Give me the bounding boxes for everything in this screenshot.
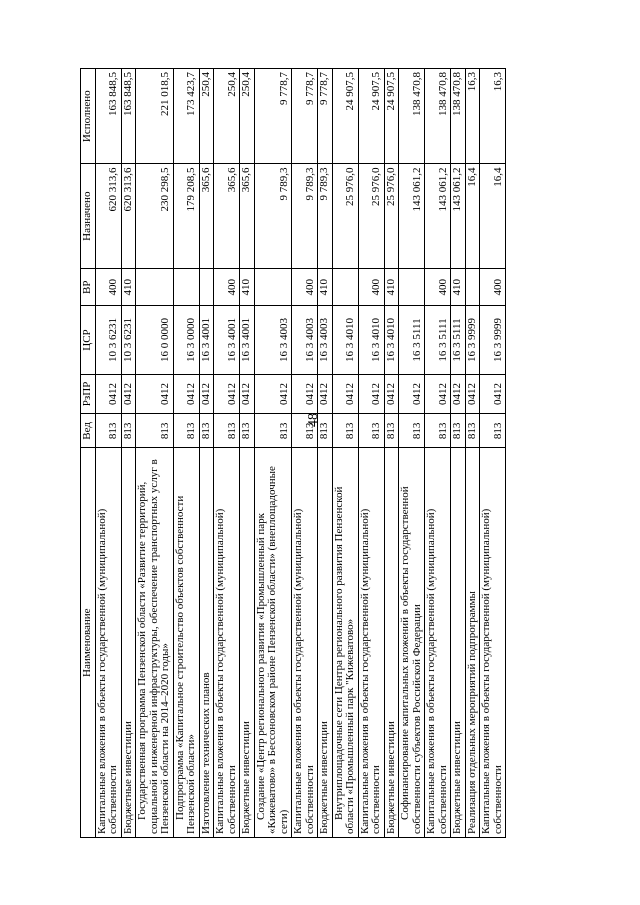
row-ispolneno: 163 848,5 [95, 69, 121, 164]
row-name: Капитальные вложения в объекты государственной (муниципальной) собственности [292, 448, 318, 838]
row-vr: 410 [240, 268, 255, 305]
row-ved: 813 [214, 414, 240, 448]
row-csr: 16 3 4010 [384, 306, 399, 374]
row-rzpr: 0412 [465, 374, 480, 414]
row-ispolneno: 24 907,5 [384, 69, 399, 164]
table-row [95, 69, 121, 838]
table-row [240, 69, 255, 838]
row-ispolneno: 9 778,7 [292, 69, 318, 164]
row-rzpr: 0412 [173, 374, 199, 414]
header-rzpr: РзПР [81, 374, 96, 414]
row-ved: 813 [384, 414, 399, 448]
row-csr: 16 3 4001 [199, 306, 214, 374]
row-ved: 813 [121, 414, 136, 448]
row-naznacheno: 365,6 [240, 164, 255, 269]
row-rzpr: 0412 [121, 374, 136, 414]
row-rzpr: 0412 [384, 374, 399, 414]
row-name: Капитальные вложения в объекты государственной (муниципальной) собственности [214, 448, 240, 838]
table-row [358, 69, 384, 838]
row-ispolneno: 250,4 [240, 69, 255, 164]
row-ved: 813 [318, 414, 333, 448]
table-row [384, 69, 399, 838]
row-csr: 16 3 5111 [399, 306, 425, 374]
row-ispolneno: 24 907,5 [358, 69, 384, 164]
page-number: 48 [306, 413, 321, 427]
row-csr: 16 3 4010 [332, 306, 358, 374]
header-name: Наименование [81, 448, 96, 838]
row-ispolneno: 9 778,7 [318, 69, 333, 164]
row-name: Софинансирование капитальных вложений в объекты государственной собственности субъектов Российской Федерации [399, 448, 425, 838]
row-name: Бюджетные инвестиции [121, 448, 136, 838]
header-csr: ЦСР [81, 306, 96, 374]
row-vr: 400 [358, 268, 384, 305]
row-csr: 16 3 5111 [451, 306, 466, 374]
row-name: Реализация отдельных мероприятий подпрограммы [465, 448, 480, 838]
table-row [465, 69, 480, 838]
table-row [332, 69, 358, 838]
row-csr: 10 3 6231 [95, 306, 121, 374]
row-vr: 400 [292, 268, 318, 305]
row-name: Капитальные вложения в объекты государственной (муниципальной) собственности [358, 448, 384, 838]
row-vr: 410 [384, 268, 399, 305]
row-vr [465, 268, 480, 305]
row-naznacheno: 365,6 [214, 164, 240, 269]
row-csr: 16 3 4003 [254, 306, 292, 374]
row-vr: 410 [451, 268, 466, 305]
row-ispolneno: 24 907,5 [332, 69, 358, 164]
row-naznacheno: 365,6 [199, 164, 214, 269]
row-csr: 16 3 9999 [480, 306, 506, 374]
row-name: Создание «Центр регионального развития «Промышленный парк «Кижеватово» в Бессоновском районе Пензенской области» (внеплощадочные сети) [254, 448, 292, 838]
row-ispolneno: 138 470,8 [425, 69, 451, 164]
row-ved: 813 [480, 414, 506, 448]
row-ispolneno: 9 778,7 [254, 69, 292, 164]
row-naznacheno: 620 313,6 [121, 164, 136, 269]
row-vr [173, 268, 199, 305]
row-csr: 16 3 4001 [240, 306, 255, 374]
row-vr: 400 [214, 268, 240, 305]
row-name: Капитальные вложения в объекты государственной (муниципальной) собственности [95, 448, 121, 838]
table-row [121, 69, 136, 838]
table-row [254, 69, 292, 838]
row-ispolneno: 221 018,5 [136, 69, 174, 164]
row-ispolneno: 163 848,5 [121, 69, 136, 164]
row-naznacheno: 25 976,0 [332, 164, 358, 269]
row-csr: 16 3 4003 [318, 306, 333, 374]
row-csr: 16 3 4010 [358, 306, 384, 374]
row-ispolneno: 173 423,7 [173, 69, 199, 164]
row-naznacheno: 9 789,3 [254, 164, 292, 269]
row-ved: 813 [95, 414, 121, 448]
row-ispolneno: 138 470,8 [399, 69, 425, 164]
row-ved: 813 [173, 414, 199, 448]
table-row [451, 69, 466, 838]
row-csr: 10 3 6231 [121, 306, 136, 374]
row-vr [199, 268, 214, 305]
row-rzpr: 0412 [318, 374, 333, 414]
header-vr: ВР [81, 268, 96, 305]
header-ved: Вед [81, 414, 96, 448]
row-name: Бюджетные инвестиции [318, 448, 333, 838]
row-naznacheno: 9 789,3 [292, 164, 318, 269]
table-row [318, 69, 333, 838]
row-name: Подпрограмма «Капитальное строительство объектов собственности Пензенской области» [173, 448, 199, 838]
row-vr: 410 [121, 268, 136, 305]
row-name: Изготовление технических планов [199, 448, 214, 838]
row-ispolneno: 250,4 [199, 69, 214, 164]
row-naznacheno: 25 976,0 [358, 164, 384, 269]
row-csr: 16 3 4003 [292, 306, 318, 374]
row-ispolneno: 250,4 [214, 69, 240, 164]
table-row [480, 69, 506, 838]
row-csr: 16 3 0000 [173, 306, 199, 374]
table-row [399, 69, 425, 838]
row-name: Внутриплощадочные сети Центра регионального развития Пензенской области «Промышленный парк "Кижеватово» [332, 448, 358, 838]
row-rzpr: 0412 [240, 374, 255, 414]
row-vr [136, 268, 174, 305]
row-name: Бюджетные инвестиции [384, 448, 399, 838]
row-name: Бюджетные инвестиции [240, 448, 255, 838]
row-rzpr: 0412 [136, 374, 174, 414]
row-vr: 410 [318, 268, 333, 305]
row-ved: 813 [399, 414, 425, 448]
row-csr: 16 3 9999 [465, 306, 480, 374]
row-rzpr: 0412 [292, 374, 318, 414]
row-ved: 813 [240, 414, 255, 448]
row-rzpr: 0412 [254, 374, 292, 414]
row-csr: 16 3 5111 [425, 306, 451, 374]
table-row [136, 69, 174, 838]
row-ved: 813 [332, 414, 358, 448]
row-ispolneno: 16,3 [480, 69, 506, 164]
header-naznacheno: Назначено [81, 164, 96, 269]
row-ved: 813 [136, 414, 174, 448]
row-ispolneno: 16,3 [465, 69, 480, 164]
row-ved: 813 [254, 414, 292, 448]
row-name: Капитальные вложения в объекты государственной (муниципальной) собственности [425, 448, 451, 838]
row-rzpr: 0412 [451, 374, 466, 414]
table-row [173, 69, 199, 838]
row-naznacheno: 16,4 [480, 164, 506, 269]
row-ved: 813 [451, 414, 466, 448]
row-naznacheno: 16,4 [465, 164, 480, 269]
row-ved: 813 [465, 414, 480, 448]
row-csr: 16 3 4001 [214, 306, 240, 374]
row-naznacheno: 143 061,2 [399, 164, 425, 269]
row-csr: 16 0 0000 [136, 306, 174, 374]
row-naznacheno: 143 061,2 [425, 164, 451, 269]
row-rzpr: 0412 [358, 374, 384, 414]
row-rzpr: 0412 [199, 374, 214, 414]
row-rzpr: 0412 [214, 374, 240, 414]
budget-table [80, 68, 506, 838]
row-naznacheno: 179 208,5 [173, 164, 199, 269]
row-name: Государственная программа Пензенской области «Развитие территорий, социальной и инженерной инфраструктуры, обеспечение транспортных услуг в Пензенской области на 2014–2020 годы» [136, 448, 174, 838]
row-ved: 813 [199, 414, 214, 448]
row-ved: 813 [425, 414, 451, 448]
row-name: Бюджетные инвестиции [451, 448, 466, 838]
row-rzpr: 0412 [95, 374, 121, 414]
table-row [199, 69, 214, 838]
table-row [425, 69, 451, 838]
row-vr [332, 268, 358, 305]
row-rzpr: 0412 [332, 374, 358, 414]
header-ispolneno: Исполнено [81, 69, 96, 164]
row-name: Капитальные вложения в объекты государственной (муниципальной) собственности [480, 448, 506, 838]
table-header-row [81, 69, 96, 838]
row-naznacheno: 143 061,2 [451, 164, 466, 269]
row-rzpr: 0412 [425, 374, 451, 414]
row-naznacheno: 620 313,6 [95, 164, 121, 269]
row-rzpr: 0412 [480, 374, 506, 414]
rotated-page-content [80, 68, 578, 838]
row-naznacheno: 25 976,0 [384, 164, 399, 269]
table-row [214, 69, 240, 838]
row-naznacheno: 230 298,5 [136, 164, 174, 269]
row-vr: 400 [480, 268, 506, 305]
row-rzpr: 0412 [399, 374, 425, 414]
row-vr: 400 [425, 268, 451, 305]
row-vr [399, 268, 425, 305]
row-ispolneno: 138 470,8 [451, 69, 466, 164]
row-ved: 813 [358, 414, 384, 448]
row-ved: 813 [292, 414, 318, 448]
row-vr [254, 268, 292, 305]
table-row [292, 69, 318, 838]
row-naznacheno: 9 789,3 [318, 164, 333, 269]
row-vr: 400 [95, 268, 121, 305]
